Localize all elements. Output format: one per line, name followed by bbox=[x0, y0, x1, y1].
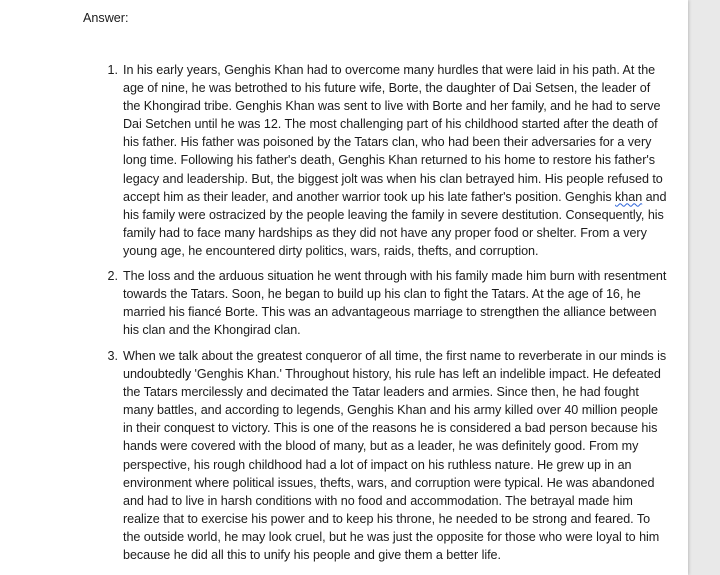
list-item-text[interactable] bbox=[123, 61, 668, 260]
spellcheck-flagged-word[interactable]: khan bbox=[615, 189, 643, 204]
list-item-number: 1. bbox=[107, 63, 118, 77]
paragraph-text: and his family were ostracized by the people leaving the family in severe destitution. Consequently, his family had to face many hardships as they did not have any proper food or shelter. From a very young age, he encountered dirty politics, wars, raids, thefts, and corruption. bbox=[123, 189, 667, 258]
list-item-number: 3. bbox=[107, 349, 118, 363]
answer-heading: Answer: bbox=[83, 11, 129, 25]
page-gutter bbox=[688, 0, 720, 575]
list-item-text[interactable]: The loss and the arduous situation he went through with his family made him burn with resentment towards the Tatars. Soon, he began to build up his clan to fight the Tatars. At the age of 16, he married his fiancé Borte. This was an advantageous marriage to strengthen the alliance between his clan and the Khongirad clan. bbox=[123, 269, 667, 338]
list-item-number: 2. bbox=[107, 269, 118, 283]
paragraph-text: In his early years, Genghis Khan had to overcome many hurdles that were laid in his path. At the age of nine, he was betrothed to his future wife, Borte, the daughter of Dai Setsen, the leader of the Khongirad tribe. Genghis Khan was sent to live with Borte and her family, and he had to serve Dai Setchen until he was 12. The most challenging part of his childhood started after the death of his father. His father was poisoned by the Tatars clan, who had been their adversaries for a very long time. Following his father's death, Genghis Khan returned to his home to restore his father's legacy and leadership. But, the biggest jolt was when his clan betrayed him. His people refused to accept him as their leader, and another warrior took up his late father's position. Genghis bbox=[123, 63, 663, 204]
list-item-text[interactable]: When we talk about the greatest conqueror of all time, the first name to reverberate in our minds is undoubtedly 'Genghis Khan.' Throughout history, his rule has left an indelible impact. He defeated the Tatars mercilessly and decimated the Tatar leaders and armies. Since then, he had fought many battles, and according to legends, Genghis Khan and his army killed over 40 million people in their conquest to victory. This is one of the reasons he is considered a bad person because his hands were covered with the blood of many, but as a leader, he was definitely good. From my perspective, his rough childhood had a lot of impact on his ruthless nature. He grew up in an environment where political issues, thefts, wars, and corruption were typical. He was abandoned and had to live in harsh conditions with no food and accommodation. The betrayal made him realize that to exercise his power and to keep his throne, he needed to be strong and feared. To the outside world, he may look cruel, but he was just the opposite for those who were loyal to him because he did all this to unify his people and give them a better life. bbox=[123, 349, 667, 563]
